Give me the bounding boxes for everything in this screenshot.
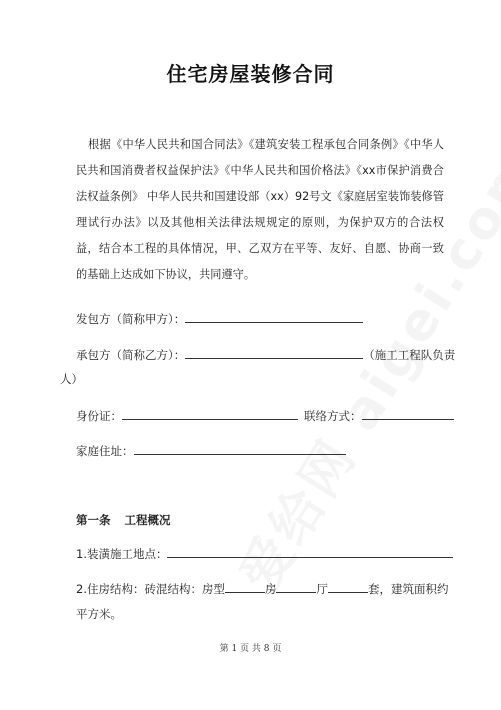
room-count-blank[interactable] (225, 580, 265, 593)
party-b-blank[interactable] (185, 346, 363, 359)
section-name: 工程概况 (124, 513, 171, 527)
set-count-blank[interactable] (328, 580, 368, 593)
party-b-label: 承包方（简称乙方）： (76, 348, 186, 362)
site-line (76, 545, 453, 562)
room-label: 房 (264, 582, 277, 596)
id-card-label: 身份证： (76, 409, 122, 423)
structure-line (76, 580, 448, 597)
contact-label: 联络方式： (304, 409, 362, 423)
document-title: 住宅房屋装修合同 (166, 62, 335, 86)
address-line (76, 442, 346, 459)
structure-label: 2.住房结构：砖混结构：房型 (76, 582, 225, 596)
hall-count-blank[interactable] (276, 580, 316, 593)
site-blank[interactable] (167, 545, 453, 558)
address-blank[interactable] (134, 442, 346, 455)
section-1-heading (76, 512, 171, 528)
page-footer: 第 1 页 共 8 页 (219, 644, 282, 654)
site-label: 1.装潢施工地点： (76, 547, 168, 561)
party-a-blank[interactable] (185, 310, 363, 323)
intro-paragraph: 根据《中华人民共和国合同法》《建筑安装工程承包合同条例》《中华人民共和国消费者权益保护法》《中华人民共和国价格法》《xx市保护消费合法权益条例》 中华人民共和国建设部（xx）92号文《家庭居室装饰装修管理试行办法》以及其他相关法律法规规定的原则，为保护双方的合法权益，结合本工程的具体情况，甲、乙双方在平等、友好、自愿、协商一致的基础上达成如下协议，共同遵守。 (76, 138, 444, 281)
hall-label: 厅 (316, 582, 328, 596)
party-b-line (76, 346, 455, 363)
party-b-suffix-cont: 人） (60, 372, 83, 386)
address-label: 家庭住址： (76, 444, 134, 458)
area-label: 套，建筑面积约 (367, 582, 449, 596)
section-number: 第一条 (76, 513, 111, 527)
contact-blank[interactable] (362, 407, 454, 420)
party-b-suffix: （施工工程队负责 (363, 348, 456, 362)
area-unit-line: 平方米。 (76, 607, 122, 621)
party-a-line (76, 310, 363, 327)
party-a-label: 发包方（简称甲方）： (76, 312, 186, 326)
id-contact-line (76, 407, 454, 424)
id-card-blank[interactable] (122, 407, 298, 420)
